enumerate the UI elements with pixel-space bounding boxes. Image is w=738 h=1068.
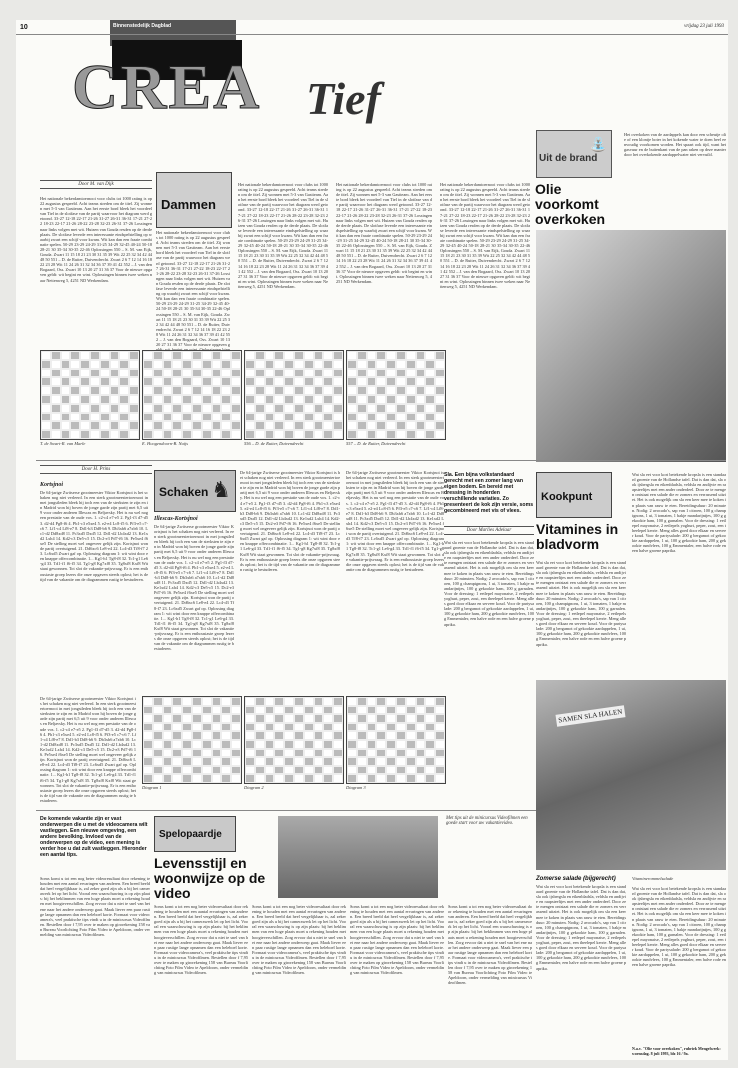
- dammen-col-4: Het nationale bekerdamtoernooi voor clubs tot 1000 rating is op 22 augustus gespeeld. Acht teams streden om de titel. Zij wonnen met 5-3 van Gastteam. Aan het eerste bord bleek het voordeel van Tiel in de slotfase van de partij waarvoor het diagram werd getoond. 33-27 12-18 22-17 21-26 31-27 26-31 36-31 17-21 27-22 18-23 22-17 21-26 28-22 23-28 32-23 26-31 37-26 Lossingen naar links volgen met wit. Huizen van Gouda resden op de derde plaats. De slotfase leverde een interessante eindspelstelling op waarbij zwart een schijf voor kwam. Wit kan dan een fraaie combinatie spelen. 50-29 23-29 24-29 31-25 34-29 32-45 40-24 50-18 28-21 30 35-34 30-35 22-46 Oplossingen 550 – S. M. van Eijk, Gouda. Zwart 11 15 18 21 23 30 31 35 39 Wit 22 25 32 34 42 44 48 50 551 – D. de Ruiter, Duivendrecht. Zwart 2 6 7 12 14 16 18 22 23 28 Wit 11 24 26 31 32 34 36 37 39 41 42 552 – J. van den Bogaard, Oss. Zwart 10 13 20 27 31 36 37 Voor de nieuwe opgaven geldt: wit begint en wint. Oplossingen binnen twee weken naar Nettenweg 5, 4251 ND Werkendam.: [336, 182, 432, 284]
- spelen-logo: [154, 816, 236, 852]
- kookpunt-sub-zomerse: Zomerse salade (bijgerecht): [536, 876, 616, 882]
- dammen-caption-2: E. Hoogendoorn-B. Nuijs: [142, 441, 188, 446]
- dammen-caption-3: 556 – D. de Ruiter, Duivendrecht: [244, 441, 304, 446]
- chess-board-3: [346, 696, 446, 784]
- dammen-col-2: Het nationale bekerdamtoernooi voor clubs tot 1000 rating is op 22 augustus gespeeld. Acht teams streden om de titel. Zij wonnen met 5-3 van Gastteam. Aan het eerste bord bleek het voordeel van Tiel in de slotfase van de partij waarvoor het diagram werd getoond. 33-27 12-18 22-17 21-26 31-27 26-31 36-31 17-21 27-22 18-23 22-17 21-26 28-22 23-28 32-23 26-31 37-26 Lossingen naar links volgen met wit. Huizen van Gouda resden op de derde plaats. De slotfase leverde een interessante eindspelstelling op waarbij zwart een schijf voor kwam. Wit kan dan een fraaie combinatie spelen. 50-29 23-29 24-29 31-25 34-29 32-45 40-24 50-18 28-21 30 35-34 30-35 22-46 Oplossingen 550 – S. M. van Eijk, Gouda. Zwart 11 15 18 21 23 30 31 35 39 Wit 22 25 32 34 42 44 48 50 551 – D. de Ruiter, Duivendrecht. Zwart 2 6 7 12 14 16 18 22 23 28 Wit 11 24 26 31 32 34 36 37 39 41 42 552 – J. van den Bogaard, Oss. Zwart 10 13 20 27 31 36 37 Voor de nieuwe opgaven g: [156, 230, 230, 348]
- spelen-col-1: Soms komt u tot een nog beter videoresultaat door rekening te houden met een aantal ervaringen van anderen. Een breed beeld dat heel vergelijkbaar is, zal zeker goed zijn als u bij het camerawerk let op het licht. Vooral een waarschuwing is op zijn plaats: bij het beklimmen van een hoge plaats moet u rekening houden met hoogteverschillen. Zorg ervoor dat u niet te snel van het ene naar het andere onderwerp gaat. Maak liever een paar rustige lange opnamen dan een heleboel korte. Formaat voor videocamera's, veel praktische tips vindt u in de minicursus Videofilmen. Bestellen door f 7,95 over te maken op girorekening 158 van Bureau Voorlichting Foto Film Video te Apeldoorn, onder vermelding van minicursus Videofilmen.: [40, 876, 150, 938]
- chess-caption-3: Diagram 3: [346, 785, 366, 790]
- kookpunt-logo: [536, 472, 612, 518]
- schaken-sub-illescas: Illescas-Kortsjnoi: [154, 516, 198, 522]
- kookpunt-col-1: Wat sla eet voor kort betekende kropsla is een standaard groente van de Hollandse tafel. Dat is dan dat, sla ook ijsbergsla en eikenbladsla, veldsla en andijvie en raapsteeltjes met een ander onderdeel. Door ze te mengen ontstaat een salade die er zomers en verrassend uitziet. Het is ook mogelijk om sla een keer mee te koken in plaats van rauw te eten. Bereidingsduur: 20 minuten. Nodig: 2 avocado's, sap van 1 citroen, 100 g champignons, 1 ui, 3 tomaten, 1 bakje mandarijntjes, 100 g gekookte ham, 100 g garnalen. Voor de dressing: 1 eetlepel mayonaise, 2 eetlepels yoghurt, peper, zout, een theelepel kerrie. Meng alles goed door elkaar en serveer koud. Voor de partysalade: 200 g bergamot of gekookte aardappelen, 1 ui, 100 g gekookte ham, 200 g gekookte rundvlees, 100 g Emmentaler, een halve rode en een halve groene paprika.: [444, 540, 534, 627]
- draughts-board-4: [346, 350, 446, 440]
- spelen-intro: De komende vakantie zijn er vast onderwerpen die u met de videocamera wilt vastleggen. Een nieuwe omgeving, een andere bevolking. Invloed van de onderwerpen op de video, een mening is verder hoe u dat zult vastleggen. Hieronder een aantal tips.: [40, 816, 148, 858]
- chess-board-1: [142, 696, 242, 784]
- dammen-logo: [156, 172, 232, 228]
- schaken-sub-kortsjnoi: Kortsjnoi: [40, 482, 64, 488]
- draughts-board-2: [142, 350, 242, 440]
- uit-de-brand-label: Uit de brand: [539, 153, 598, 164]
- kookpunt-headline: Vitamines in bladvorm: [536, 521, 619, 552]
- draughts-board-1: [40, 350, 140, 440]
- uit-de-brand-body: Het overkoken van de aardappels kan door een scheutje olie of een klontje boter in het kokende water te doen heel eenvoudig voorkomen worden. Het spaart ook tijd, want het gasvuur en de buitenkant van de pan raken op deze manier door het overkokende aardappelwater niet vervuild.: [624, 132, 726, 158]
- kookpunt-intro: Sla. Een bijna volkstandaard gerecht met een zomer lang van eigen bodem. En bereid met dressing in honderden verschillende variaties. Zo presenteert de kok zijn versie, soms gecombineerd met vis of vlees.: [444, 472, 534, 514]
- chess-board-2: [244, 696, 344, 784]
- dammen-logo-label: Dammen: [161, 197, 216, 212]
- chess-caption-2: Diagram 2: [244, 785, 264, 790]
- schaken-col-4: De 64-jarige Zwitserse grootmeester Viktor Kortsjnoi is het schaken nog niet verleerd. In een sterk grootmeestertoernooi in mei jongstleden bleek hij toch een van de sterksten te zijn en in Madrid won hij boven de jonge garde zijn partij met 6,5 uit 9 voor onder anderen Illescas en Beljavsky. Het is nu wel nog een prestatie van de oude vos. 1. c2-c4 e7-e5 2. Pg1-f3 d7-d5 3. d2-d4 Pg8-f6 4. Pb1-c3 e5xe4 5. e2-e4 Lc8-f5 6. Pf3-e5 c7-c6 7. Lf1-c4 Lf8-e7 8. Dd1-b3 Dd8-b6 9. Db3xb6 a7xb6 10. Lc1-d2 Dd8xd8 11. Pc3xd5 Dxd5 12. Dd1-d2 Lb4xd2 13. Ke1xd2 Lxh4 14. Kd2-c3 De5-c5 15. Dc2-e3 Pd7-f6 16. Pe5xe4 f6xe5 De stelling moet wel ongeveer gelijk zijn. Kortsjnoi won de partij overtuigend. 21. Dd6xc6 Le8-e4 22. Lc4-d3 Tf8-f7 23. Lc6xd5 Zwart gaf op. Oplossing diagram 1: wit wint door een knappe offercombinatie. 1... Kg1-h1 Tg8-f8 32. Tc1-g1 Le6-g4 33. Td1-f1 f6-f5 34. Tg1-g8 Kg7xf8 35. Tg8xf8 Kxf8 Wit staat gewonnen. Tot slot de vakantie-prijsvraag. Er is een enthousiaste groep lezers die onze opgaven steeds oplost; het is de tijd van de vakantie om de diagrammen rustig te bestuderen.: [346, 470, 444, 572]
- creatief-title-left: CREA: [72, 51, 262, 122]
- schaken-col-3: De 64-jarige Zwitserse grootmeester Viktor Kortsjnoi is het schaken nog niet verleerd. In een sterk grootmeestertoernooi in mei jongstleden bleek hij toch een van de sterksten te zijn en in Madrid won hij boven de jonge garde zijn partij met 6,5 uit 9 voor onder anderen Illescas en Beljavsky. Het is nu wel nog een prestatie van de oude vos. 1. c2-c4 e7-e5 2. Pg1-f3 d7-d5 3. d2-d4 Pg8-f6 4. Pb1-c3 e5xe4 5. e2-e4 Lc8-f5 6. Pf3-e5 c7-c6 7. Lf1-c4 Lf8-e7 8. Dd1-b3 Dd8-b6 9. Db3xb6 a7xb6 10. Lc1-d2 Dd8xd8 11. Pc3xd5 Dxd5 12. Dd1-d2 Lb4xd2 13. Ke1xd2 Lxh4 14. Kd2-c3 De5-c5 15. Dc2-e3 Pd7-f6 16. Pe5xe4 f6xe5 De stelling moet wel ongeveer gelijk zijn. Kortsjnoi won de partij overtuigend. 21. Dd6xc6 Le8-e4 22. Lc4-d3 Tf8-f7 23. Lc6xd5 Zwart gaf op. Oplossing diagram 1: wit wint door een knappe offercombinatie. 1... Kg1-h1 Tg8-f8 32. Tc1-g1 Le6-g4 33. Td1-f1 f6-f5 34. Tg1-g8 Kg7xf8 35. Tg8xf8 Kxf8 Wit staat gewonnen. Tot slot de vakantie-prijsvraag. Er is een enthousiaste groep lezers die onze opgaven steeds oplost; het is de tijd van de vakantie om de diagrammen rustig te bestuderen.: [240, 470, 340, 572]
- dammen-col-3: Het nationale bekerdamtoernooi voor clubs tot 1000 rating is op 22 augustus gespeeld. Acht teams streden om de titel. Zij wonnen met 5-3 van Gastteam. Aan het eerste bord bleek het voordeel van Tiel in de slotfase van de partij waarvoor het diagram werd getoond. 33-27 12-18 22-17 21-26 31-27 26-31 36-31 17-21 27-22 18-23 22-17 21-26 28-22 23-28 32-23 26-31 37-26 Lossingen naar links volgen met wit. Huizen van Gouda resden op de derde plaats. De slotfase leverde een interessante eindspelstelling op waarbij zwart een schijf voor kwam. Wit kan dan een fraaie combinatie spelen. 50-29 23-29 24-29 31-25 34-29 32-45 40-24 50-18 28-21 30 35-34 30-35 22-46 Oplossingen 550 – S. M. van Eijk, Gouda. Zwart 11 15 18 21 23 30 31 35 39 Wit 22 25 32 34 42 44 48 50 551 – D. de Ruiter, Duivendrecht. Zwart 2 6 7 12 14 16 18 22 23 28 Wit 11 24 26 31 32 34 36 37 39 41 42 552 – J. van den Bogaard, Oss. Zwart 10 13 20 27 31 36 37 Voor de nieuwe opgaven geldt: wit begint en wint. Oplossingen binnen twee weken naar Nettenweg 5, 4251 ND Werkendam.: [238, 182, 328, 289]
- kookpunt-byline: Door Marlies Adelaar: [444, 526, 534, 535]
- kookpunt-col-3: Wat sla eet voor kort betekende kropsla is een standaard groente van de Hollandse tafel. Dat is dan dat, sla ook ijsbergsla en eikenbladsla, veldsla en andijvie en raapsteeltjes met een ander onderdeel. Door ze te mengen ontstaat een salade die er zomers en verrassend uitziet. Het is ook mogelijk om sla een keer mee te koken in plaats van rauw te eten. Bereidingsduur: 20 minuten. Nodig: 2 avocado's, sap van 1 citroen, 100 g champignons, 1 ui, 3 tomaten, 1 bakje mandarijntjes, 100 g gekookte ham, 100 g garnalen. Voor de dressing: 1 eetlepel mayonaise, 2 eetlepels yoghurt, peper, zout, een theelepel kerrie. Meng alles goed door elkaar en serveer koud. Voor de partysalade: 200 g bergamot of gekookte aardappelen, 1 ui, 100 g gekookte ham, 200 g gekookte rundvlees, 100 g Emmentaler, een halve rode en een halve groene paprika.: [632, 472, 726, 554]
- section-banner: Binnenstedelijk Dagblad: [110, 20, 236, 46]
- faucet-icon: ⛲: [589, 138, 607, 153]
- kookpunt-col-5: Wat sla eet voor kort betekende kropsla is een standaard groente van de Hollandse tafel. Dat is dan dat, sla ook ijsbergsla en eikenbladsla, veldsla en andijvie en raapsteeltjes met een ander onderdeel. Door ze te mengen ontstaat een salade die er zomers en verrassend uitziet. Het is ook mogelijk om sla een keer mee te koken in plaats van rauw te eten. Bereidingsduur: 20 minuten. Nodig: 2 avocado's, sap van 1 citroen, 100 g champignons, 1 ui, 3 tomaten, 1 bakje mandarijntjes, 100 g gekookte ham, 100 g garnalen. Voor de dressing: 1 eetlepel mayonaise, 2 eetlepels yoghurt, peper, zout, een theelepel kerrie. Meng alles goed door elkaar en serveer koud. Voor de partysalade: 200 g bergamot of gekookte aardappelen, 1 ui, 100 g gekookte ham, 200 g gekookte rundvlees, 100 g Emmentaler, een halve rode en een halve groene paprika.: [632, 886, 726, 968]
- spelen-headline: Levensstijl en woonwijze op de video: [154, 855, 266, 901]
- schaken-col-1: De 64-jarige Zwitserse grootmeester Viktor Kortsjnoi is het schaken nog niet verleerd. In een sterk grootmeestertoernooi in mei jongstleden bleek hij toch een van de sterksten te zijn en in Madrid won hij boven de jonge garde zijn partij met 6,5 uit 9 voor onder anderen Illescas en Beljavsky. Het is nu wel nog een prestatie van de oude vos. 1. c2-c4 e7-e5 2. Pg1-f3 d7-d5 3. d2-d4 Pg8-f6 4. Pb1-c3 e5xe4 5. e2-e4 Lc8-f5 6. Pf3-e5 c7-c6 7. Lf1-c4 Lf8-e7 8. Dd1-b3 Dd8-b6 9. Db3xb6 a7xb6 10. Lc1-d2 Dd8xd8 11. Pc3xd5 Dxd5 12. Dd1-d2 Lb4xd2 13. Ke1xd2 Lxh4 14. Kd2-c3 De5-c5 15. Dc2-e3 Pd7-f6 16. Pe5xe4 f6xe5 De stelling moet wel ongeveer gelijk zijn. Kortsjnoi won de partij overtuigend. 21. Dd6xc6 Le8-e4 22. Lc4-d3 Tf8-f7 23. Lc6xd5 Zwart gaf op. Oplossing diagram 1: wit wint door een knappe offercombinatie. 1... Kg1-h1 Tg8-f8 32. Tc1-g1 Le6-g4 33. Td1-f1 f6-f5 34. Tg1-g8 Kg7xf8 35. Tg8xf8 Kxf8 Wit staat gewonnen. Tot slot de vakantie-prijsvraag. Er is een enthousiaste groep lezers die onze opgaven steeds oplost; het is de tijd van de vakantie om de diagrammen rustig te bestuderen.: [40, 490, 148, 582]
- uit-de-brand-logo: [536, 130, 612, 178]
- newspaper-page: [16, 20, 728, 1060]
- dammen-col-5: Het nationale bekerdamtoernooi voor clubs tot 1000 rating is op 22 augustus gespeeld. Acht teams streden om de titel. Zij wonnen met 5-3 van Gastteam. Aan het eerste bord bleek het voordeel van Tiel in de slotfase van de partij waarvoor het diagram werd getoond. 33-27 12-18 22-17 21-26 31-27 26-31 36-31 17-21 27-22 18-23 22-17 21-26 28-22 23-28 32-23 26-31 37-26 Lossingen naar links volgen met wit. Huizen van Gouda resden op de derde plaats. De slotfase leverde een interessante eindspelstelling op waarbij zwart een schijf voor kwam. Wit kan dan een fraaie combinatie spelen. 50-29 23-29 24-29 31-25 34-29 32-45 40-24 50-18 28-21 30 35-34 30-35 22-46 Oplossingen 550 – S. M. van Eijk, Gouda. Zwart 11 15 18 21 23 30 31 35 39 Wit 22 25 32 34 42 44 48 50 551 – D. de Ruiter, Duivendrecht. Zwart 2 6 7 12 14 16 18 22 23 28 Wit 11 24 26 31 32 34 36 37 39 41 42 552 – J. van den Bogaard, Oss. Zwart 10 13 20 27 31 36 37 Voor de nieuwe opgaven geldt: wit begint en wint. Oplossingen binnen twee weken naar Nettenweg 5, 4251 ND Werkendam.: [440, 182, 530, 289]
- draughts-board-3: [244, 350, 344, 440]
- kookpunt-col-2: Wat sla eet voor kort betekende kropsla is een standaard groente van de Hollandse tafel. Dat is dan dat, sla ook ijsbergsla en eikenbladsla, veldsla en andijvie en raapsteeltjes met een ander onderdeel. Door ze te mengen ontstaat een salade die er zomers en verrassend uitziet. Het is ook mogelijk om sla een keer mee te koken in plaats van rauw te eten. Bereidingsduur: 20 minuten. Nodig: 2 avocado's, sap van 1 citroen, 100 g champignons, 1 ui, 3 tomaten, 1 bakje mandarijntjes, 100 g gekookte ham, 100 g garnalen. Voor de dressing: 1 eetlepel mayonaise, 2 eetlepels yoghurt, peper, zout, een theelepel kerrie. Meng alles goed door elkaar en serveer koud. Voor de partysalade: 200 g bergamot of gekookte aardappelen, 1 ui, 100 g gekookte ham, 200 g gekookte rundvlees, 100 g Emmentaler, een halve rode en een halve groene paprika.: [536, 560, 626, 647]
- page-number: 10: [20, 24, 28, 31]
- spelen-photo-caption: Met tips uit de minicursus Videofilmen een goede start voor uw vakantievideo.: [446, 816, 528, 826]
- date-line: vrijdag 23 juli 1993: [684, 24, 724, 29]
- salad-sign: SAMEN SLA HALEN: [555, 705, 625, 726]
- spelen-logo-label: Spelopaardje: [159, 829, 222, 840]
- footer-note: N.a.v. "Olie voor overkoken", rubriek Mengelwerk: woensdag. 8 juli 1993, blz 16 / 9a.: [632, 1046, 721, 1056]
- chess-caption-1: Diagram 1: [142, 785, 162, 790]
- spelen-col-2: Soms komt u tot een nog beter videoresultaat door rekening te houden met een aantal ervaringen van anderen. Een breed beeld dat heel vergelijkbaar is, zal zeker goed zijn als u bij het camerawerk let op het licht. Vooral een waarschuwing is op zijn plaats: bij het beklimmen van een hoge plaats moet u rekening houden met hoogteverschillen. Zorg ervoor dat u niet te snel van het ene naar het andere onderwerp gaat. Maak liever een paar rustige lange opnamen dan een heleboel korte. Formaat voor videocamera's, veel praktische tips vindt u in de minicursus Videofilmen. Bestellen door f 7,95 over te maken op girorekening 158 van Bureau Voorlichting Foto Film Video te Apeldoorn, onder vermelding van minicursus Videofilmen.: [154, 904, 248, 976]
- uit-de-brand-headline: Olie voorkomt overkoken: [535, 181, 606, 227]
- spelen-col-3: Soms komt u tot een nog beter videoresultaat door rekening te houden met een aantal ervaringen van anderen. Een breed beeld dat heel vergelijkbaar is, zal zeker goed zijn als u bij het camerawerk let op het licht. Vooral een waarschuwing is op zijn plaats: bij het beklimmen van een hoge plaats moet u rekening houden met hoogteverschillen. Zorg ervoor dat u niet te snel van het ene naar het andere onderwerp gaat. Maak liever een paar rustige lange opnamen dan een heleboel korte. Formaat voor videocamera's, veel praktische tips vindt u in de minicursus Videofilmen. Bestellen door f 7,95 over te maken op girorekening 158 van Bureau Voorlichting Foto Film Video te Apeldoorn, onder vermelding van minicursus Videofilmen.: [252, 904, 346, 976]
- kookpunt-col-4: Wat sla eet voor kort betekende kropsla is een standaard groente van de Hollandse tafel. Dat is dan dat, sla ook ijsbergsla en eikenbladsla, veldsla en andijvie en raapsteeltjes met een ander onderdeel. Door ze te mengen ontstaat een salade die er zomers en verrassend uitziet. Het is ook mogelijk om sla een keer mee te koken in plaats van rauw te eten. Bereidingsduur: 20 minuten. Nodig: 2 avocado's, sap van 1 citroen, 100 g champignons, 1 ui, 3 tomaten, 1 bakje mandarijntjes, 100 g gekookte ham, 100 g garnalen. Voor de dressing: 1 eetlepel mayonaise, 2 eetlepels yoghurt, peper, zout, een theelepel kerrie. Meng alles goed door elkaar en serveer koud. Voor de partysalade: 200 g bergamot of gekookte aardappelen, 1 ui, 100 g gekookte ham, 200 g gekookte rundvlees, 100 g Emmentaler, een halve rode en een halve groene paprika.: [536, 884, 626, 971]
- schaken-logo-label: Schaken: [159, 485, 209, 499]
- schaken-col-2: De 64-jarige Zwitserse grootmeester Viktor Kortsjnoi is het schaken nog niet verleerd. In een sterk grootmeestertoernooi in mei jongstleden bleek hij toch een van de sterksten te zijn en in Madrid won hij boven de jonge garde zijn partij met 6,5 uit 9 voor onder anderen Illescas en Beljavsky. Het is nu wel nog een prestatie van de oude vos. 1. c2-c4 e7-e5 2. Pg1-f3 d7-d5 3. d2-d4 Pg8-f6 4. Pb1-c3 e5xe4 5. e2-e4 Lc8-f5 6. Pf3-e5 c7-c6 7. Lf1-c4 Lf8-e7 8. Dd1-b3 Dd8-b6 9. Db3xb6 a7xb6 10. Lc1-d2 Dd8xd8 11. Pc3xd5 Dxd5 12. Dd1-d2 Lb4xd2 13. Ke1xd2 Lxh4 14. Kd2-c3 De5-c5 15. Dc2-e3 Pd7-f6 16. Pe5xe4 f6xe5 De stelling moet wel ongeveer gelijk zijn. Kortsjnoi won de partij overtuigend. 21. Dd6xc6 Le8-e4 22. Lc4-d3 Tf8-f7 23. Lc6xd5 Zwart gaf op. Oplossing diagram 1: wit wint door een knappe offercombinatie. 1... Kg1-h1 Tg8-f8 32. Tc1-g1 Le6-g4 33. Td1-f1 f6-f5 34. Tg1-g8 Kg7xf8 35. Tg8xf8 Kxf8 Wit staat gewonnen. Tot slot de vakantie-prijsvraag. Er is een enthousiaste groep lezers die onze opgaven steeds oplost; het is de tijd van de vakantie om de diagrammen rustig te bestuderen.: [154, 524, 234, 652]
- schaken-byline: Door H. Prins: [40, 465, 152, 474]
- dammen-caption-1: T. de Swart-R. van Marle: [40, 441, 86, 446]
- dammen-byline: Door M. van Dijk: [40, 180, 152, 189]
- spelen-col-4: Soms komt u tot een nog beter videoresultaat door rekening te houden met een aantal ervaringen van anderen. Een breed beeld dat heel vergelijkbaar is, zal zeker goed zijn als u bij het camerawerk let op het licht. Vooral een waarschuwing is op zijn plaats: bij het beklimmen van een hoge plaats moet u rekening houden met hoogteverschillen. Zorg ervoor dat u niet te snel van het ene naar het andere onderwerp gaat. Maak liever een paar rustige lange opnamen dan een heleboel korte. Formaat voor videocamera's, veel praktische tips vindt u in de minicursus Videofilmen. Bestellen door f 7,95 over te maken op girorekening 158 van Bureau Voorlichting Foto Film Video te Apeldoorn, onder vermelding van minicursus Videofilmen.: [350, 904, 444, 976]
- schaken-logo: [154, 470, 236, 512]
- kookpunt-photo-caption: Vitaminerommelsalade: [632, 876, 674, 881]
- bottle-pan-photo: [536, 230, 726, 462]
- chess-knight-icon: ♞: [211, 477, 231, 502]
- spelen-col-5: Soms komt u tot een nog beter videoresultaat door rekening te houden met een aantal ervaringen van anderen. Een breed beeld dat heel vergelijkbaar is, zal zeker goed zijn als u bij het camerawerk let op het licht. Vooral een waarschuwing is op zijn plaats: bij het beklimmen van een hoge plaats moet u rekening houden met hoogteverschillen. Zorg ervoor dat u niet te snel van het ene naar het andere onderwerp gaat. Maak liever een paar rustige lange opnamen dan een heleboel korte. Formaat voor videocamera's, veel praktische tips vindt u in de minicursus Videofilmen. Bestellen door f 7,95 over te maken op girorekening 158 van Bureau Voorlichting Foto Film Video te Apeldoorn, onder vermelding van minicursus Videofilmen.: [448, 904, 532, 986]
- video-photo: [278, 816, 438, 898]
- salad-photo: [536, 680, 726, 870]
- dammen-col-1: Het nationale bekerdamtoernooi voor clubs tot 1000 rating is op 22 augustus gespeeld. Acht teams streden om de titel. Zij wonnen met 5-3 van Gastteam. Aan het eerste bord bleek het voordeel van Tiel in de slotfase van de partij waarvoor het diagram werd getoond. 33-27 12-18 22-17 21-26 31-27 26-31 36-31 17-21 27-22 18-23 22-17 21-26 28-22 23-28 32-23 26-31 37-26 Lossingen naar links volgen met wit. Huizen van Gouda resden op de derde plaats. De slotfase leverde een interessante eindspelstelling op waarbij zwart een schijf voor kwam. Wit kan dan een fraaie combinatie spelen. 50-29 23-29 24-29 31-25 34-29 32-45 40-24 50-18 28-21 30 35-34 30-35 22-46 Oplossingen 550 – S. M. van Eijk, Gouda. Zwart 11 15 18 21 23 30 31 35 39 Wit 22 25 32 34 42 44 48 50 551 – D. de Ruiter, Duivendrecht. Zwart 2 6 7 12 14 16 18 22 23 28 Wit 11 24 26 31 32 34 36 37 39 41 42 552 – J. van den Bogaard, Oss. Zwart 10 13 20 27 31 36 37 Voor de nieuwe opgaven geldt: wit begint en wint. Oplossingen binnen twee weken naar Nettenweg 5, 4251 ND Werkendam.: [40, 196, 152, 283]
- dammen-caption-4: 557 – D. de Ruiter, Duivendrecht: [346, 441, 406, 446]
- kookpunt-logo-label: Kookpunt: [541, 491, 593, 503]
- schaken-col-1b: De 64-jarige Zwitserse grootmeester Viktor Kortsjnoi is het schaken nog niet verleerd. In een sterk grootmeestertoernooi in mei jongstleden bleek hij toch een van de sterksten te zijn en in Madrid won hij boven de jonge garde zijn partij met 6,5 uit 9 voor onder anderen Illescas en Beljavsky. Het is nu wel nog een prestatie van de oude vos. 1. c2-c4 e7-e5 2. Pg1-f3 d7-d5 3. d2-d4 Pg8-f6 4. Pb1-c3 e5xe4 5. e2-e4 Lc8-f5 6. Pf3-e5 c7-c6 7. Lf1-c4 Lf8-e7 8. Dd1-b3 Dd8-b6 9. Db3xb6 a7xb6 10. Lc1-d2 Dd8xd8 11. Pc3xd5 Dxd5 12. Dd1-d2 Lb4xd2 13. Ke1xd2 Lxh4 14. Kd2-c3 De5-c5 15. Dc2-e3 Pd7-f6 16. Pe5xe4 f6xe5 De stelling moet wel ongeveer gelijk zijn. Kortsjnoi won de partij overtuigend. 21. Dd6xc6 Le8-e4 22. Lc4-d3 Tf8-f7 23. Lc6xd5 Zwart gaf op. Oplossing diagram 1: wit wint door een knappe offercombinatie. 1... Kg1-h1 Tg8-f8 32. Tc1-g1 Le6-g4 33. Td1-f1 f6-f5 34. Tg1-g8 Kg7xf8 35. Tg8xf8 Kxf8 Wit staat gewonnen. Tot slot de vakantie-prijsvraag. Er is een enthousiaste groep lezers die onze opgaven steeds oplost; het is de tijd van de vakantie om de diagrammen rustig te bestuderen.: [40, 696, 136, 803]
- creatief-title-right: Tief: [306, 73, 381, 124]
